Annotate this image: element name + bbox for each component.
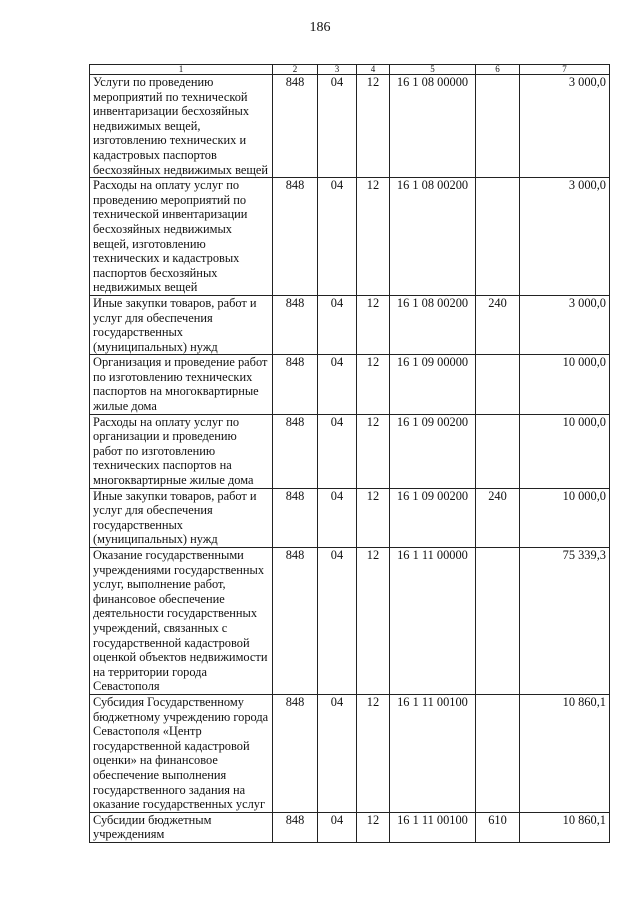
table-row — [90, 548, 610, 695]
row-name-cell: Расходы на оплату услуг по организации и проведению работ по изготовлению технических паспортов на многоквартирные жилые дома — [90, 414, 273, 488]
subsection-cell: 12 — [357, 694, 390, 812]
section-cell: 04 — [318, 488, 357, 547]
row-name-cell: Расходы на оплату услуг по проведению мероприятий по технической инвентаризации бесхозяйных недвижимых вещей, изготовлению технических и кадастровых паспортов бесхозяйных недвижимых вещей — [90, 178, 273, 296]
target-article-cell: 16 1 11 00100 — [390, 694, 476, 812]
row-name-cell: Субсидии бюджетным учреждениям — [90, 812, 273, 842]
column-header-4: 4 — [357, 65, 390, 75]
row-name-cell: Субсидия Государственному бюджетному учреждению города Севастополя «Центр государственной кадастровой оценки» на финансовое обеспечение выполнения государственного задания на оказание государственных услуг — [90, 694, 273, 812]
column-header-1: 1 — [90, 65, 273, 75]
target-article-cell: 16 1 09 00200 — [390, 488, 476, 547]
section-cell: 04 — [318, 75, 357, 178]
expense-type-cell — [476, 178, 520, 296]
section-cell: 04 — [318, 548, 357, 695]
admin-code-cell: 848 — [273, 178, 318, 296]
page-number: 186 — [309, 20, 331, 35]
column-header-5: 5 — [390, 65, 476, 75]
amount-cell: 10 000,0 — [520, 414, 610, 488]
expense-type-cell — [476, 414, 520, 488]
expense-type-cell — [476, 75, 520, 178]
subsection-cell: 12 — [357, 75, 390, 178]
amount-cell: 3 000,0 — [520, 178, 610, 296]
admin-code-cell: 848 — [273, 355, 318, 414]
row-name-cell: Услуги по проведению мероприятий по технической инвентаризации бесхозяйных недвижимых вещей, изготовлению технических и кадастровых паспортов бесхозяйных недвижимых вещей — [90, 75, 273, 178]
column-header-3: 3 — [318, 65, 357, 75]
amount-cell: 3 000,0 — [520, 75, 610, 178]
amount-cell: 3 000,0 — [520, 295, 610, 354]
table-row — [90, 488, 610, 547]
expense-type-cell — [476, 694, 520, 812]
row-name-cell: Иные закупки товаров, работ и услуг для обеспечения государственных (муниципальных) нужд — [90, 488, 273, 547]
subsection-cell: 12 — [357, 488, 390, 547]
admin-code-cell: 848 — [273, 694, 318, 812]
column-header-6: 6 — [476, 65, 520, 75]
row-name-cell: Оказание государственными учреждениями государственных услуг, выполнение работ, финансовое обеспечение деятельности государственных учреждений, связанных с государственной кадастровой оценкой объектов недвижимости на территории города Севастополя — [90, 548, 273, 695]
budget-table — [89, 64, 610, 843]
admin-code-cell: 848 — [273, 548, 318, 695]
expense-type-cell: 240 — [476, 295, 520, 354]
target-article-cell: 16 1 09 00200 — [390, 414, 476, 488]
subsection-cell: 12 — [357, 295, 390, 354]
amount-cell: 75 339,3 — [520, 548, 610, 695]
target-article-cell: 16 1 08 00200 — [390, 178, 476, 296]
admin-code-cell: 848 — [273, 488, 318, 547]
admin-code-cell: 848 — [273, 414, 318, 488]
section-cell: 04 — [318, 694, 357, 812]
admin-code-cell: 848 — [273, 75, 318, 178]
admin-code-cell: 848 — [273, 295, 318, 354]
column-header-2: 2 — [273, 65, 318, 75]
table-row — [90, 295, 610, 354]
table-row — [90, 812, 610, 842]
header-row — [90, 65, 610, 75]
table-row — [90, 75, 610, 178]
expense-type-cell — [476, 548, 520, 695]
subsection-cell: 12 — [357, 355, 390, 414]
subsection-cell: 12 — [357, 812, 390, 842]
amount-cell: 10 860,1 — [520, 812, 610, 842]
expense-type-cell: 240 — [476, 488, 520, 547]
section-cell: 04 — [318, 414, 357, 488]
target-article-cell: 16 1 08 00200 — [390, 295, 476, 354]
section-cell: 04 — [318, 178, 357, 296]
subsection-cell: 12 — [357, 178, 390, 296]
admin-code-cell: 848 — [273, 812, 318, 842]
target-article-cell: 16 1 11 00100 — [390, 812, 476, 842]
expense-type-cell — [476, 355, 520, 414]
row-name-cell: Организация и проведение работ по изготовлению технических паспортов на многоквартирные жилые дома — [90, 355, 273, 414]
amount-cell: 10 860,1 — [520, 694, 610, 812]
target-article-cell: 16 1 11 00000 — [390, 548, 476, 695]
section-cell: 04 — [318, 812, 357, 842]
subsection-cell: 12 — [357, 414, 390, 488]
table-row — [90, 414, 610, 488]
row-name-cell: Иные закупки товаров, работ и услуг для обеспечения государственных (муниципальных) нужд — [90, 295, 273, 354]
table-row — [90, 694, 610, 812]
subsection-cell: 12 — [357, 548, 390, 695]
target-article-cell: 16 1 08 00000 — [390, 75, 476, 178]
column-header-7: 7 — [520, 65, 610, 75]
target-article-cell: 16 1 09 00000 — [390, 355, 476, 414]
table-row — [90, 178, 610, 296]
expense-type-cell: 610 — [476, 812, 520, 842]
amount-cell: 10 000,0 — [520, 488, 610, 547]
section-cell: 04 — [318, 355, 357, 414]
section-cell: 04 — [318, 295, 357, 354]
table-row — [90, 355, 610, 414]
amount-cell: 10 000,0 — [520, 355, 610, 414]
